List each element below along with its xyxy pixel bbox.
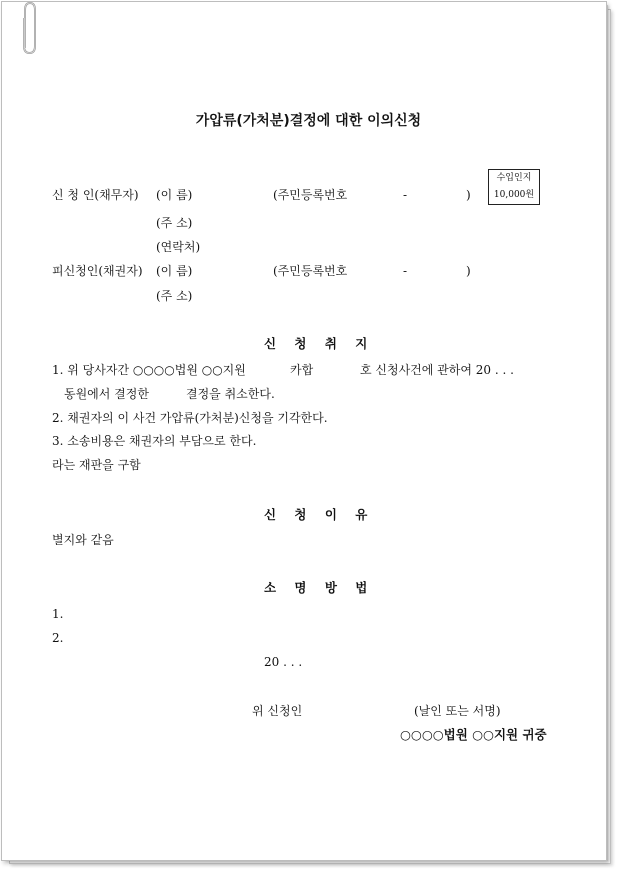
applicant-label: 신 청 인(채무자): [52, 188, 139, 202]
purpose-closing: 라는 재판을 구함: [52, 458, 141, 472]
purpose-line1-cont-a: 동원에서 결정한: [64, 387, 149, 401]
reason-text: 별지와 같음: [52, 533, 114, 547]
respondent-rrn-dash: -: [403, 264, 408, 278]
proof-heading: 소 명 방 법: [264, 580, 375, 595]
reason-heading: 신 청 이 유: [264, 507, 375, 522]
signature-seal-label: (날인 또는 서명): [414, 704, 501, 718]
court-addressee: ○○○○법원 ○○지원 귀중: [400, 727, 547, 742]
document-title: 가압류(가처분)결정에 대한 이의신청: [195, 113, 422, 129]
purpose-heading: 신 청 취 지: [264, 336, 375, 351]
respondent-label: 피신청인(채권자): [52, 264, 143, 278]
purpose-line1-b: 카합: [290, 363, 314, 377]
applicant-name-label: (이 름): [156, 188, 193, 202]
paperclip-icon: [18, 0, 40, 58]
purpose-line1-c: 호 신청사건에 관하여 20 . . .: [360, 363, 514, 377]
revenue-stamp-box: [488, 169, 540, 205]
proof-item-1: 1.: [52, 607, 64, 621]
purpose-line2: 2. 채권자의 이 사건 가압류(가처분)신청을 기각한다.: [52, 411, 328, 425]
purpose-line1-a: 1. 위 당사자간 ○○○○법원 ○○지원: [52, 363, 246, 377]
applicant-rrn-dash: -: [403, 188, 408, 202]
respondent-name-label: (이 름): [156, 264, 193, 278]
purpose-line1-cont-b: 결정을 취소한다.: [186, 387, 275, 401]
applicant-rrn-label: (주민등록번호: [273, 188, 348, 202]
respondent-rrn-label: (주민등록번호: [273, 264, 348, 278]
signature-label: 위 신청인: [252, 704, 303, 718]
stamp-amount: 10,000원: [493, 190, 535, 200]
proof-item-2: 2.: [52, 631, 64, 645]
respondent-rrn-close: ): [466, 264, 471, 278]
applicant-rrn-close: ): [466, 188, 471, 202]
purpose-line3: 3. 소송비용은 채권자의 부담으로 한다.: [52, 434, 257, 448]
applicant-contact-label: (연락처): [156, 240, 201, 254]
applicant-address-label: (주 소): [156, 216, 193, 230]
respondent-address-label: (주 소): [156, 289, 193, 303]
filing-date-line: 20 . . .: [264, 655, 303, 669]
stamp-label: 수입인지: [496, 173, 532, 183]
